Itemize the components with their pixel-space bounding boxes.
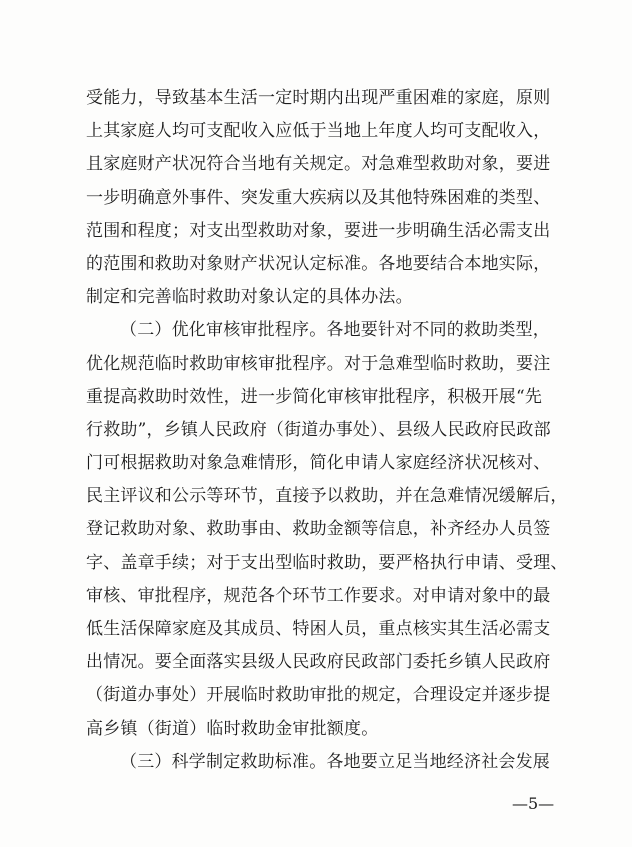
text-line: 制定和完善临时救助对象认定的具体办法。 <box>86 287 413 308</box>
text-line: 受能力，导致基本生活一定时期内出现严重困难的家庭，原则 <box>86 88 551 108</box>
page-number: —5— <box>512 794 555 813</box>
body-text <box>86 82 568 779</box>
text-line: 低生活保障家庭及其成员、特困人员，重点核实其生活必需支 <box>86 619 551 639</box>
text-line: （街道办事处）开展临时救助审批的规定，合理设定并逐步提 <box>86 685 551 706</box>
text-line: 重提高救助时效性，进一步简化审核审批程序，积极开展“先 <box>86 386 543 407</box>
section-heading-line: （三）科学制定救助标准。各地要立足当地经济社会发展 <box>120 751 550 772</box>
text-line: 优化规范临时救助审核审批程序。对于急难型临时救助，要注 <box>86 353 551 374</box>
text-line: 出情况。要全面落实县级人民政府民政部门委托乡镇人民政府 <box>86 652 551 673</box>
text-line: 民主评议和公示等环节，直接予以救助，并在急难情况缓解后， <box>86 486 568 507</box>
section-heading-line: （二）优化审核审批程序。各地要针对不同的救助类型， <box>120 320 550 341</box>
text-line: 范围和程度；对支出型救助对象，要进一步明确生活必需支出 <box>86 220 551 241</box>
text-line: 一步明确意外事件、突发重大疾病以及其他特殊困难的类型、 <box>86 187 551 208</box>
text-line: 上其家庭人均可支配收入应低于当地上年度人均可支配收入， <box>86 121 551 142</box>
text-line: 且家庭财产状况符合当地有关规定。对急难型救助对象，要进 <box>86 154 551 175</box>
text-line: 行救助”，乡镇人民政府（街道办事处）、县级人民政府民政部 <box>86 419 551 440</box>
text-line: 的范围和救助对象财产状况认定标准。各地要结合本地实际， <box>86 253 551 274</box>
text-line: 高乡镇（街道）临时救助金审批额度。 <box>86 718 379 739</box>
text-line: 门可根据救助对象急难情形，简化申请人家庭经济状况核对、 <box>86 453 551 474</box>
text-line: 审核、审批程序，规范各个环节工作要求。对申请对象中的最 <box>86 585 551 606</box>
text-line: 字、盖章手续；对于支出型临时救助，要严格执行申请、受理、 <box>86 552 568 573</box>
text-line: 登记救助对象、救助事由、救助金额等信息，补齐经办人员签 <box>86 519 551 540</box>
